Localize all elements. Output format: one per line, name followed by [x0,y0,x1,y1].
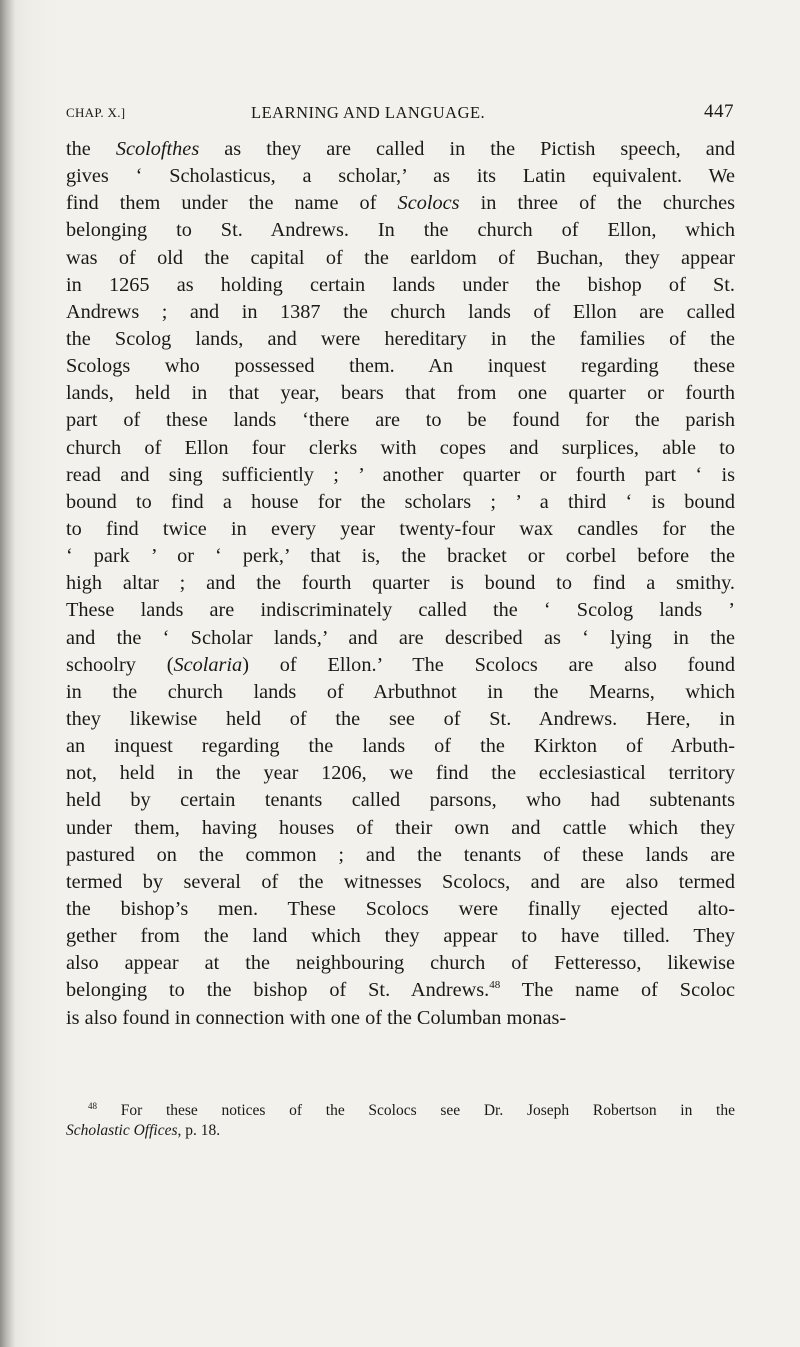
text-line: they likewise held of the see of St. Andrews. Here, in [66,707,735,730]
text-line: termed by several of the witnesses Scolocs, and are also termed [66,870,735,893]
text-line: was of old the capital of the earldom of Buchan, they appear [66,246,735,269]
footnote-reference[interactable]: 48 [489,979,501,992]
text-line: These lands are indiscriminately called the ‘ Scolog lands ’ [66,599,735,622]
page-number: 447 [704,101,734,122]
text-line: bound to find a house for the scholars ; ’ a third ‘ is bound [66,490,735,513]
text-line: gether from the land which they appear to have tilled. They [66,925,735,948]
text-line: in 1265 as holding certain lands under the bishop of St. [66,273,735,296]
text-line: pastured on the common ; and the tenants of these lands are [66,843,735,866]
footnote-marker: 48 [88,1101,97,1111]
text-line: find them under the name of Scolocs in three of the churches [66,192,736,215]
text-line: part of these lands ‘there are to be found for the parish [66,409,735,432]
text-line: read and sing sufficiently ; ’ another quarter or fourth part ‘ is [66,463,735,486]
italic-term: Scolocs [397,192,460,215]
text-line: the Scolofthes as they are called in the Pictish speech, and [66,138,735,160]
body-text [66,136,735,1032]
text-line: to find twice in every year twenty-four wax candles for the [66,517,735,540]
text-line: Scologs who possessed them. An inquest regarding these [66,355,735,378]
running-title: LEARNING AND LANGUAGE. [251,103,486,122]
italic-title: Scholastic Offices [66,1122,178,1139]
text-line: in the church lands of Arbuthnot in the Mearns, which [66,680,735,703]
footnote [66,1101,735,1141]
text-line: is also found in connection with one of the Columban monas- [66,1006,567,1029]
text-line: an inquest regarding the lands of the Kirkton of Arbuth- [66,735,735,758]
italic-term: Scolaria [173,653,243,676]
text-line: belonging to St. Andrews. In the church of Ellon, which [66,219,735,242]
text-line: belonging to the bishop of St. Andrews.$^{48}$ The name of Scoloc [66,979,735,1002]
text-line: held by certain tenants called parsons, who had subtenants [66,789,735,812]
text-line: the bishop’s men. These Scolocs were finally ejected alto- [66,897,735,920]
text-line: lands, held in that year, bears that from one quarter or fourth [66,382,735,405]
chapter-label: CHAP. X.] [66,105,126,120]
text-line: Andrews ; and in 1387 the church lands of Ellon are called [66,300,735,323]
footnote-line: Scholastic Offices, p. 18. [66,1122,221,1139]
text-line: the Scolog lands, and were hereditary in the families of the [66,327,735,350]
page-gutter-shadow [0,0,16,1347]
text-line: schoolry (Scolaria) of Ellon.’ The Scolocs are also found [66,653,735,676]
text-line: not, held in the year 1206, we find the ecclesiastical territory [66,762,735,785]
running-header [66,103,734,127]
text-line: under them, having houses of their own and cattle which they [66,816,735,839]
text-line: and the ‘ Scholar lands,’ and are described as ‘ lying in the [66,626,735,649]
text-line: ‘ park ’ or ‘ perk,’ that is, the bracket or corbel before the [66,545,735,568]
text-line: church of Ellon four clerks with copes and surplices, able to [66,436,735,459]
text-line: high altar ; and the fourth quarter is bound to find a smithy. [66,572,735,595]
footnote-line: $^{48}$ For these notices of the Scolocs see Dr. Joseph Robertson in the [88,1101,735,1119]
text-line: gives ‘ Scholasticus, a scholar,’ as its Latin equivalent. We [66,165,735,188]
text-line: also appear at the neighbouring church of Fetteresso, likewise [66,952,735,975]
italic-term: Scolofthes [115,138,200,160]
